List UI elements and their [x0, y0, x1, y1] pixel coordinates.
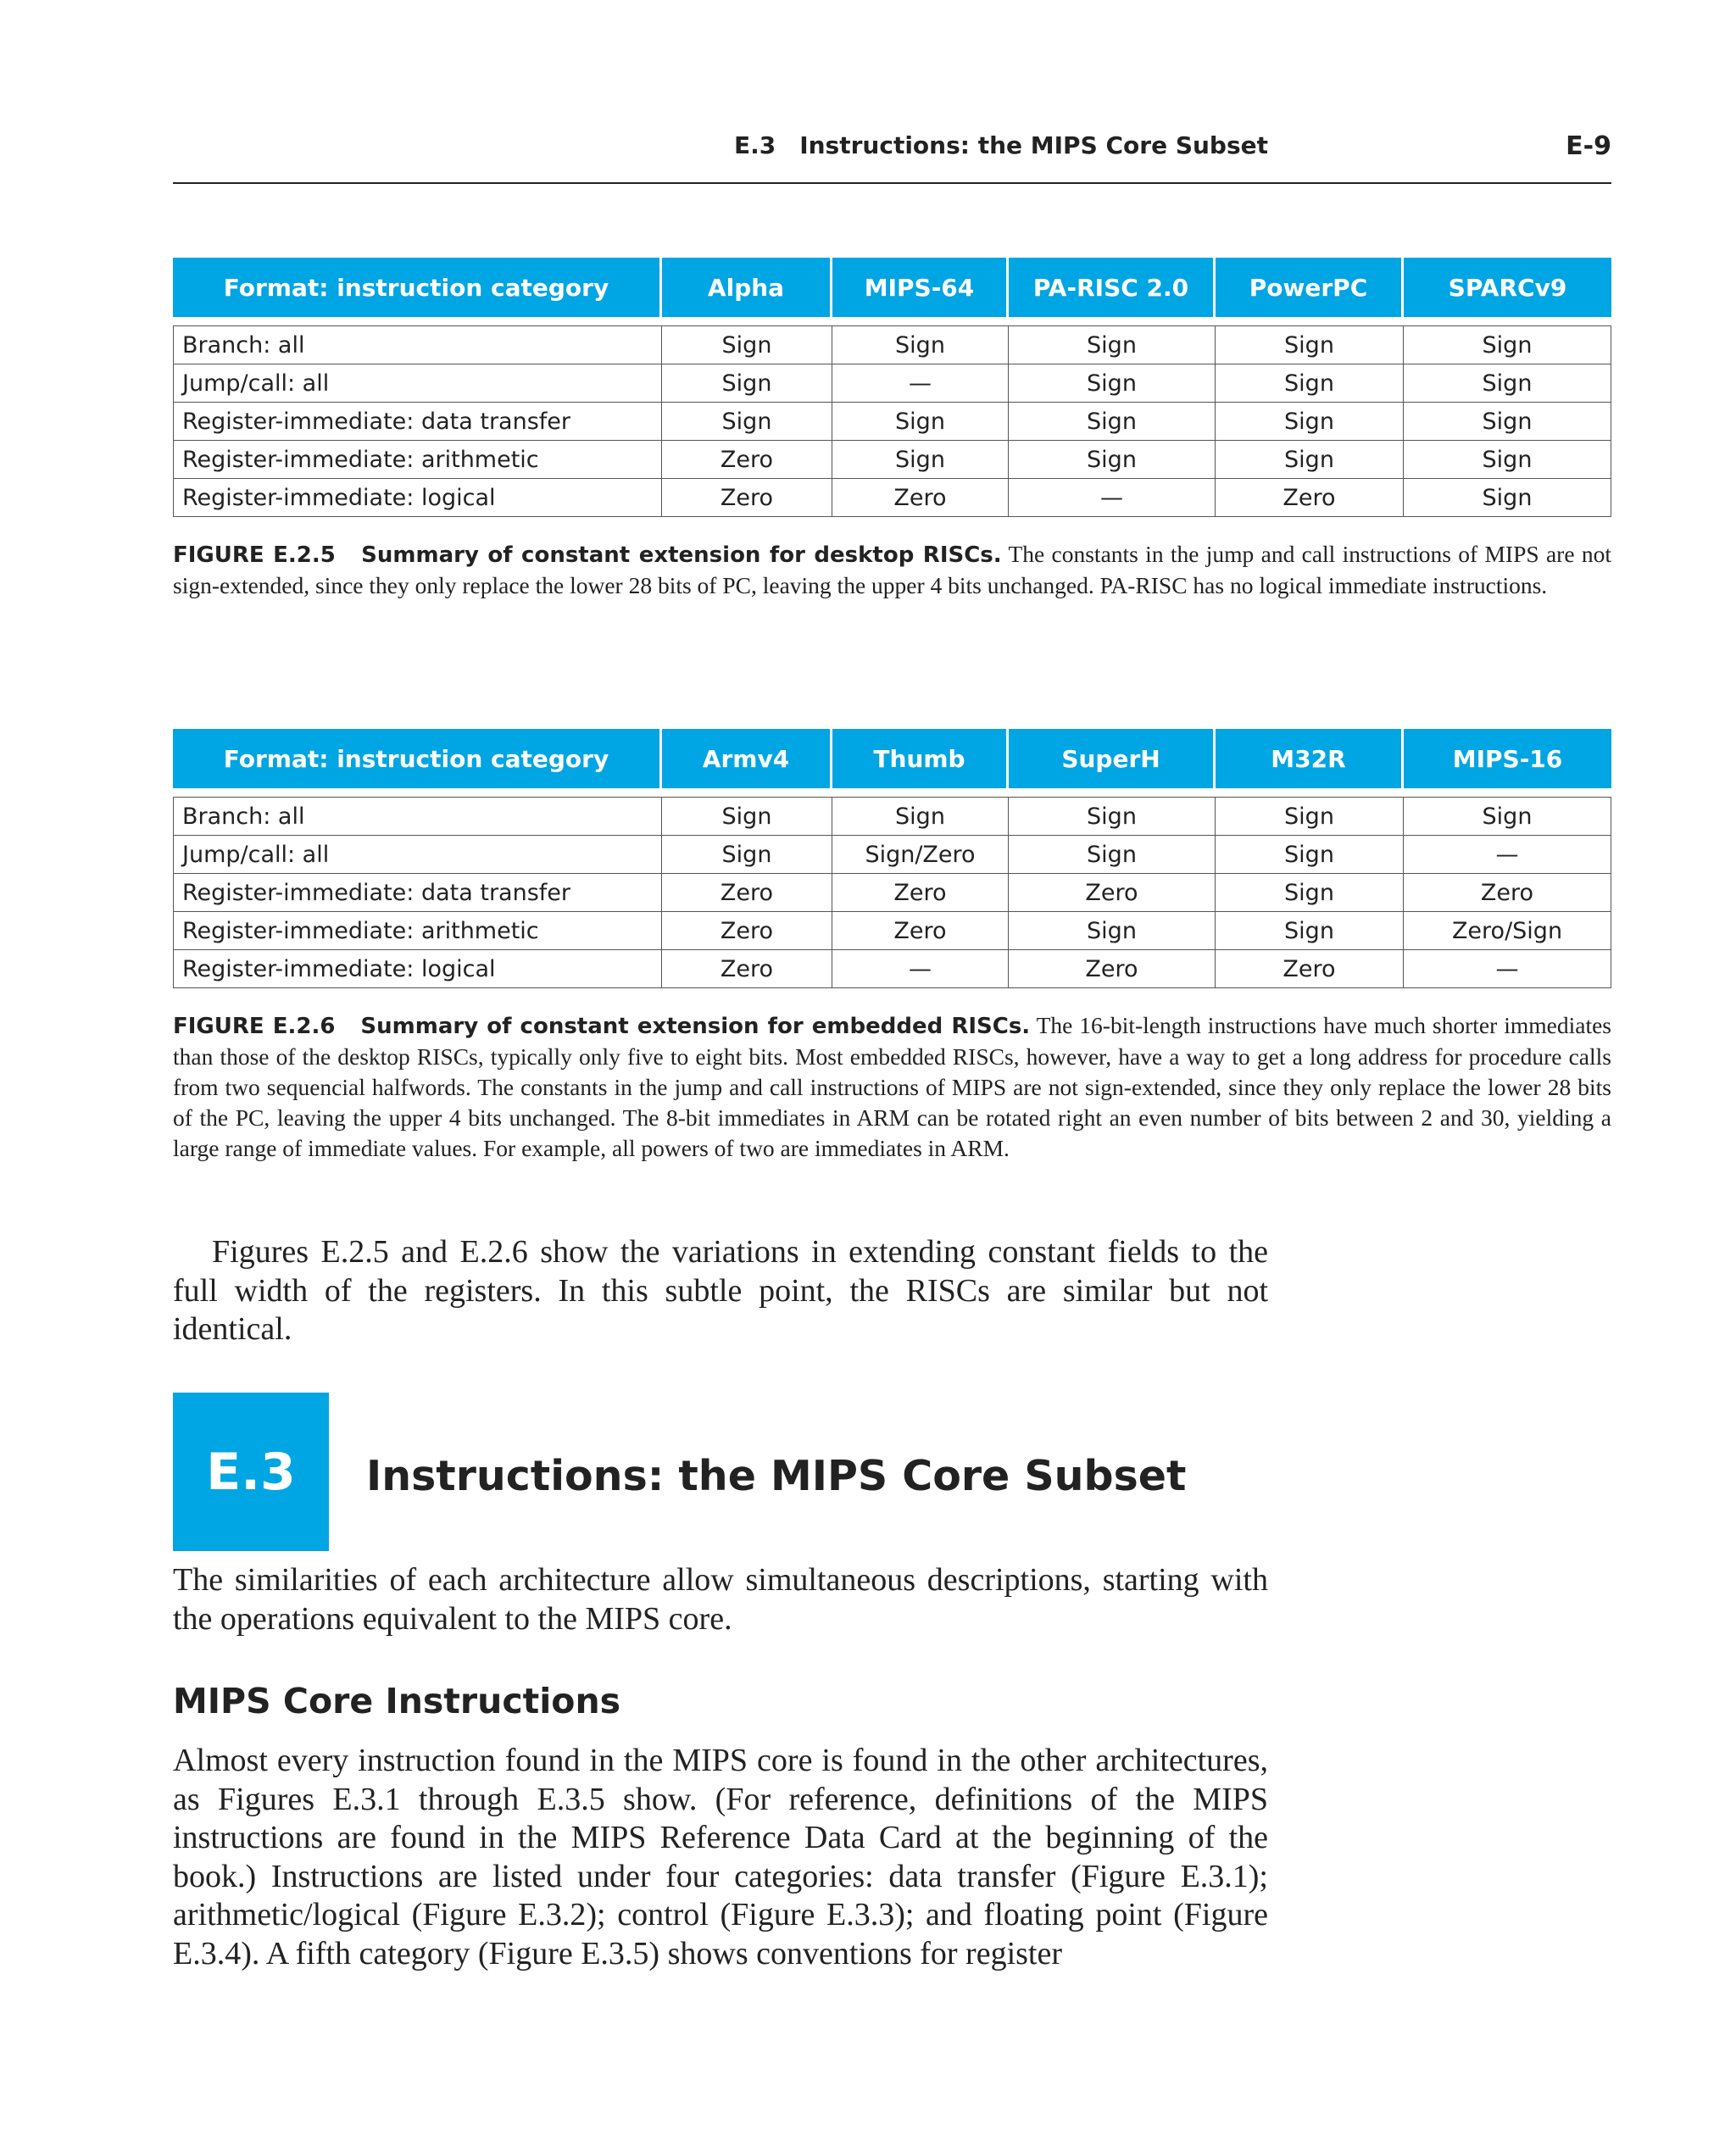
extension-value-cell: Sign [1009, 403, 1216, 441]
extension-value-cell: Sign [832, 797, 1009, 836]
row-category-cell: Register-immediate: data transfer [173, 403, 662, 441]
extension-value-cell: — [832, 950, 1009, 988]
extension-value-cell: Sign [1404, 479, 1611, 517]
extension-value-cell: Zero [832, 912, 1009, 950]
column-header-architecture: Thumb [832, 729, 1009, 788]
extension-value-cell: Sign [662, 364, 832, 403]
figure-title: Summary of constant extension for embedded RISCs. [360, 1014, 1031, 1039]
extension-value-cell: Sign [1216, 325, 1404, 364]
row-category-cell: Register-immediate: logical [173, 950, 662, 988]
table-header-row [173, 729, 1611, 788]
extension-value-cell: Sign [662, 836, 832, 874]
table-row [173, 325, 1611, 364]
extension-value-cell: — [832, 364, 1009, 403]
column-header-architecture: M32R [1216, 729, 1404, 788]
figure-caption-text: The 16-bit-length instructions have much shorter immediates than those of the desktop RISCs, typically only five to eight bits. Most embedded RISCs, however, have a way to get a long address for procedure calls from two sequencial halfwords. The constants in the jump and call instructions of MIPS are not sign-extended, since they only replace the lower 28 bits of the PC, leaving the upper 4 bits unchanged. The 8-bit immediates in ARM can be rotated right an even number of bits between 2 and 30, yielding a large range of immediate values. For example, all powers of two are immediates in ARM. [173, 1012, 1611, 1161]
extension-value-cell: Zero [1009, 950, 1216, 988]
table-header-row [173, 258, 1611, 317]
running-header [173, 131, 1611, 184]
extension-value-cell: Sign [832, 441, 1009, 479]
page-number: E-9 [1566, 131, 1611, 161]
table-spacer [173, 317, 1611, 325]
column-header-architecture: MIPS-16 [1404, 729, 1611, 788]
body-paragraph-1: Figures E.2.5 and E.2.6 show the variations in extending constant fields to the full width of the registers. In this subtle point, the RISCs are similar but not identical. [173, 1234, 1268, 1347]
column-header-architecture: SPARCv9 [1404, 258, 1611, 317]
extension-value-cell: Sign [832, 325, 1009, 364]
extension-value-cell: — [1404, 836, 1611, 874]
extension-value-cell: Sign [1009, 441, 1216, 479]
extension-value-cell: Zero [662, 479, 832, 517]
extension-value-cell: Zero [662, 912, 832, 950]
row-category-cell: Register-immediate: logical [173, 479, 662, 517]
row-category-cell: Branch: all [173, 797, 662, 836]
row-category-cell: Jump/call: all [173, 364, 662, 403]
row-category-cell: Register-immediate: data transfer [173, 874, 662, 912]
table-row [173, 797, 1611, 836]
row-category-cell: Branch: all [173, 325, 662, 364]
table-spacer [173, 788, 1611, 797]
extension-value-cell: Zero [832, 479, 1009, 517]
extension-value-cell: Sign [1009, 797, 1216, 836]
row-category-cell: Jump/call: all [173, 836, 662, 874]
section-number-box: E.3 [173, 1393, 329, 1551]
extension-value-cell: Sign [1404, 325, 1611, 364]
extension-value-cell: Sign [1404, 403, 1611, 441]
row-category-cell: Register-immediate: arithmetic [173, 912, 662, 950]
table-spacer-cell [173, 317, 1611, 325]
extension-value-cell: Sign [1009, 364, 1216, 403]
table-row [173, 912, 1611, 950]
constant-extension-table-embedded [173, 729, 1611, 988]
figure-label: FIGURE E.2.5 [173, 542, 336, 568]
extension-value-cell: Sign [1216, 441, 1404, 479]
constant-extension-table-desktop [173, 258, 1611, 517]
figure-caption-e-2-6 [173, 1010, 1611, 1164]
figure-title: Summary of constant extension for desktop RISCs. [361, 542, 1002, 568]
column-header-category: Format: instruction category [173, 729, 662, 788]
extension-value-cell: — [1009, 479, 1216, 517]
running-header-section-number: E.3 [733, 131, 776, 159]
extension-value-cell: Zero [832, 874, 1009, 912]
extension-value-cell: Sign [662, 325, 832, 364]
extension-value-cell: Zero [662, 441, 832, 479]
embedded-risc-table [173, 729, 1611, 988]
table-row [173, 441, 1611, 479]
extension-value-cell: Sign [662, 403, 832, 441]
extension-value-cell: Sign/Zero [832, 836, 1009, 874]
desktop-risc-table [173, 258, 1611, 517]
extension-value-cell: Zero [1009, 874, 1216, 912]
table-row [173, 479, 1611, 517]
table-row [173, 364, 1611, 403]
row-category-cell: Register-immediate: arithmetic [173, 441, 662, 479]
figure-label: FIGURE E.2.6 [173, 1014, 336, 1039]
table-row [173, 950, 1611, 988]
extension-value-cell: Sign [1009, 325, 1216, 364]
table-row [173, 403, 1611, 441]
extension-value-cell: Sign [1404, 441, 1611, 479]
extension-value-cell: Zero [1216, 479, 1404, 517]
extension-value-cell: Sign [1404, 364, 1611, 403]
extension-value-cell: Sign [662, 797, 832, 836]
extension-value-cell: Sign [1009, 912, 1216, 950]
extension-value-cell: Zero [662, 874, 832, 912]
column-header-architecture: PA-RISC 2.0 [1009, 258, 1216, 317]
body-paragraph-2: The similarities of each architecture allow simultaneous descriptions, starting with the operations equivalent to the MIPS core. [173, 1562, 1268, 1637]
extension-value-cell: Sign [1216, 364, 1404, 403]
extension-value-cell: Sign [832, 403, 1009, 441]
extension-value-cell: Zero [1216, 950, 1404, 988]
extension-value-cell: Zero [1404, 874, 1611, 912]
extension-value-cell: Zero [662, 950, 832, 988]
body-paragraph-3: Almost every instruction found in the MIPS core is found in the other architectures, as Figures E.3.1 through E.3.5 show. (For reference, definitions of the MIPS instructions are found in the MIPS Reference Data Card at the beginning of the book.) Instructions are listed under four categories: data transfer (Figure E.3.1); arithmetic/logical (Figure E.3.2); control (Figure E.3.3); and floating point (Figure E.3.4). A fifth category (Figure E.3.5) shows conventions for register [173, 1743, 1268, 1971]
table-row [173, 836, 1611, 874]
column-header-architecture: MIPS-64 [832, 258, 1009, 317]
extension-value-cell: — [1404, 950, 1611, 988]
section-heading: Instructions: the MIPS Core Subset [366, 1452, 1187, 1500]
extension-value-cell: Sign [1216, 797, 1404, 836]
figure-caption-e-2-5 [173, 539, 1611, 601]
table-spacer-cell [173, 788, 1611, 797]
extension-value-cell: Zero/Sign [1404, 912, 1611, 950]
extension-value-cell: Sign [1216, 403, 1404, 441]
extension-value-cell: Sign [1216, 912, 1404, 950]
table-row [173, 874, 1611, 912]
extension-value-cell: Sign [1216, 836, 1404, 874]
subsection-heading: MIPS Core Instructions [173, 1681, 621, 1721]
figure-caption-text: The constants in the jump and call instructions of MIPS are not sign-extended, since they only replace the lower 28 bits of PC, leaving the upper 4 bits unchanged. PA-RISC has no logical immediate instructions. [173, 541, 1611, 598]
column-header-architecture: Armv4 [662, 729, 832, 788]
extension-value-cell: Sign [1404, 797, 1611, 836]
column-header-architecture: SuperH [1009, 729, 1216, 788]
column-header-category: Format: instruction category [173, 258, 662, 317]
running-header-section-title: Instructions: the MIPS Core Subset [799, 131, 1268, 159]
running-header-section [734, 131, 1268, 159]
column-header-architecture: Alpha [662, 258, 832, 317]
column-header-architecture: PowerPC [1216, 258, 1404, 317]
extension-value-cell: Sign [1009, 836, 1216, 874]
extension-value-cell: Sign [1216, 874, 1404, 912]
